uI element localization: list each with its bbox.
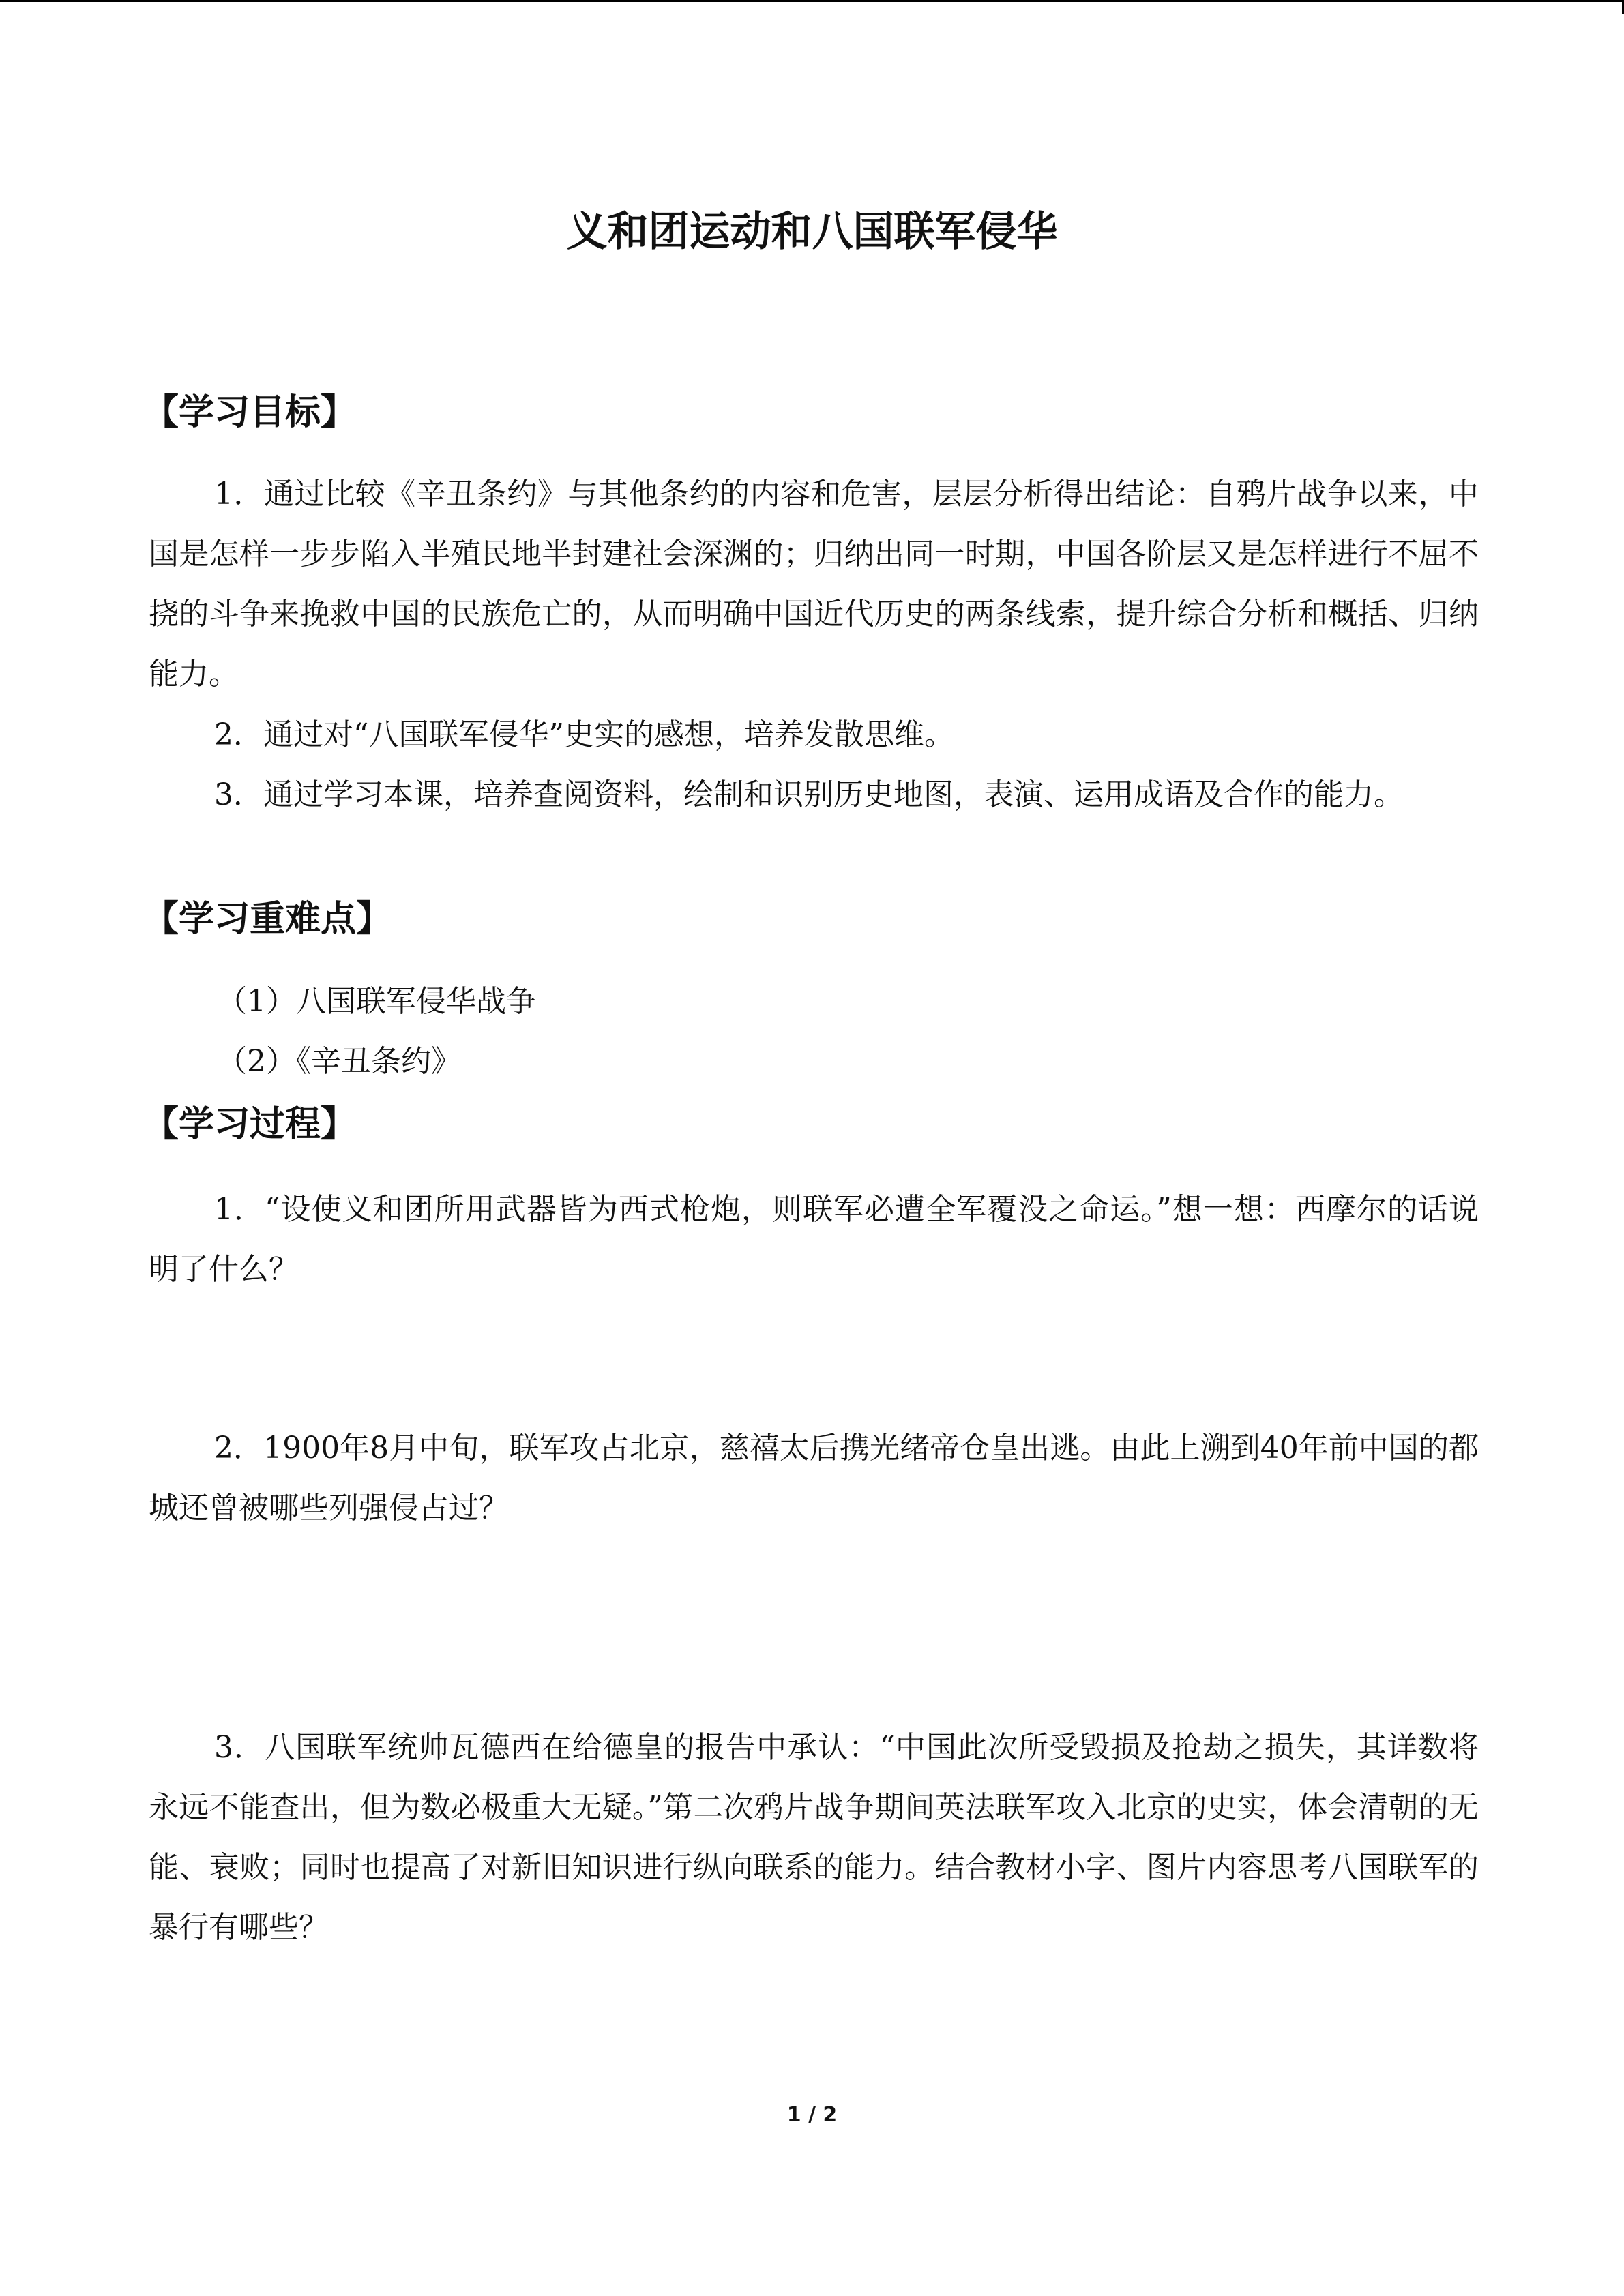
- objective-item-1: 1．通过比较《辛丑条约》与其他条约的内容和危害，层层分析得出结论：自鸦片战争以来，中国是怎样一步步陷入半殖民地半封建社会深渊的；归纳出同一时期，中国各阶层又是怎样进行不屈不挠的斗争来挽救中国的民族危亡的，从而明确中国近代历史的两条线索，提升综合分析和概括、归纳能力。: [149, 477, 1479, 691]
- section-heading-process: 【学习过程】: [143, 1104, 357, 1145]
- process-question-1: 1．“设使义和团所用武器皆为西式枪炮，则联军必遭全军覆没之命运。”想一想：西摩尔的话说明了什么？: [149, 1192, 1479, 1287]
- section-heading-objectives: 【学习目标】: [143, 392, 357, 433]
- process-question-2: 2．1900年8月中旬，联军攻占北京，慈禧太后携光绪帝仓皇出逃。由此上溯到40年前中国的都城还曾被哪些列强侵占过？: [149, 1431, 1479, 1525]
- key-point-item-2: （2）《辛丑条约》: [217, 1044, 461, 1079]
- objective-item-3: 3．通过学习本课，培养查阅资料，绘制和识别历史地图，表演、运用成语及合作的能力。: [214, 777, 1404, 812]
- objective-item-2: 2．通过对“八国联军侵华”史实的感想，培养发散思维。: [214, 717, 954, 752]
- document-title: 义和团运动和八国联军侵华: [566, 208, 1058, 256]
- page-top-border: [0, 0, 1624, 2]
- process-question-3: 3．八国联军统帅瓦德西在给德皇的报告中承认：“中国此次所受毁损及抢劫之损失，其详数将永远不能查出，但为数必极重大无疑。”第二次鸦片战争期间英法联军攻入北京的史实，体会清朝的无能、衰败；同时也提高了对新旧知识进行纵向联系的能力。结合教材小字、图片内容思考八国联军的暴行有哪些？: [149, 1730, 1479, 1945]
- page-number: 1 / 2: [786, 2103, 838, 2127]
- section-heading-key-points: 【学习重难点】: [143, 899, 392, 940]
- key-point-item-1: （1）八国联军侵华战争: [217, 984, 536, 1019]
